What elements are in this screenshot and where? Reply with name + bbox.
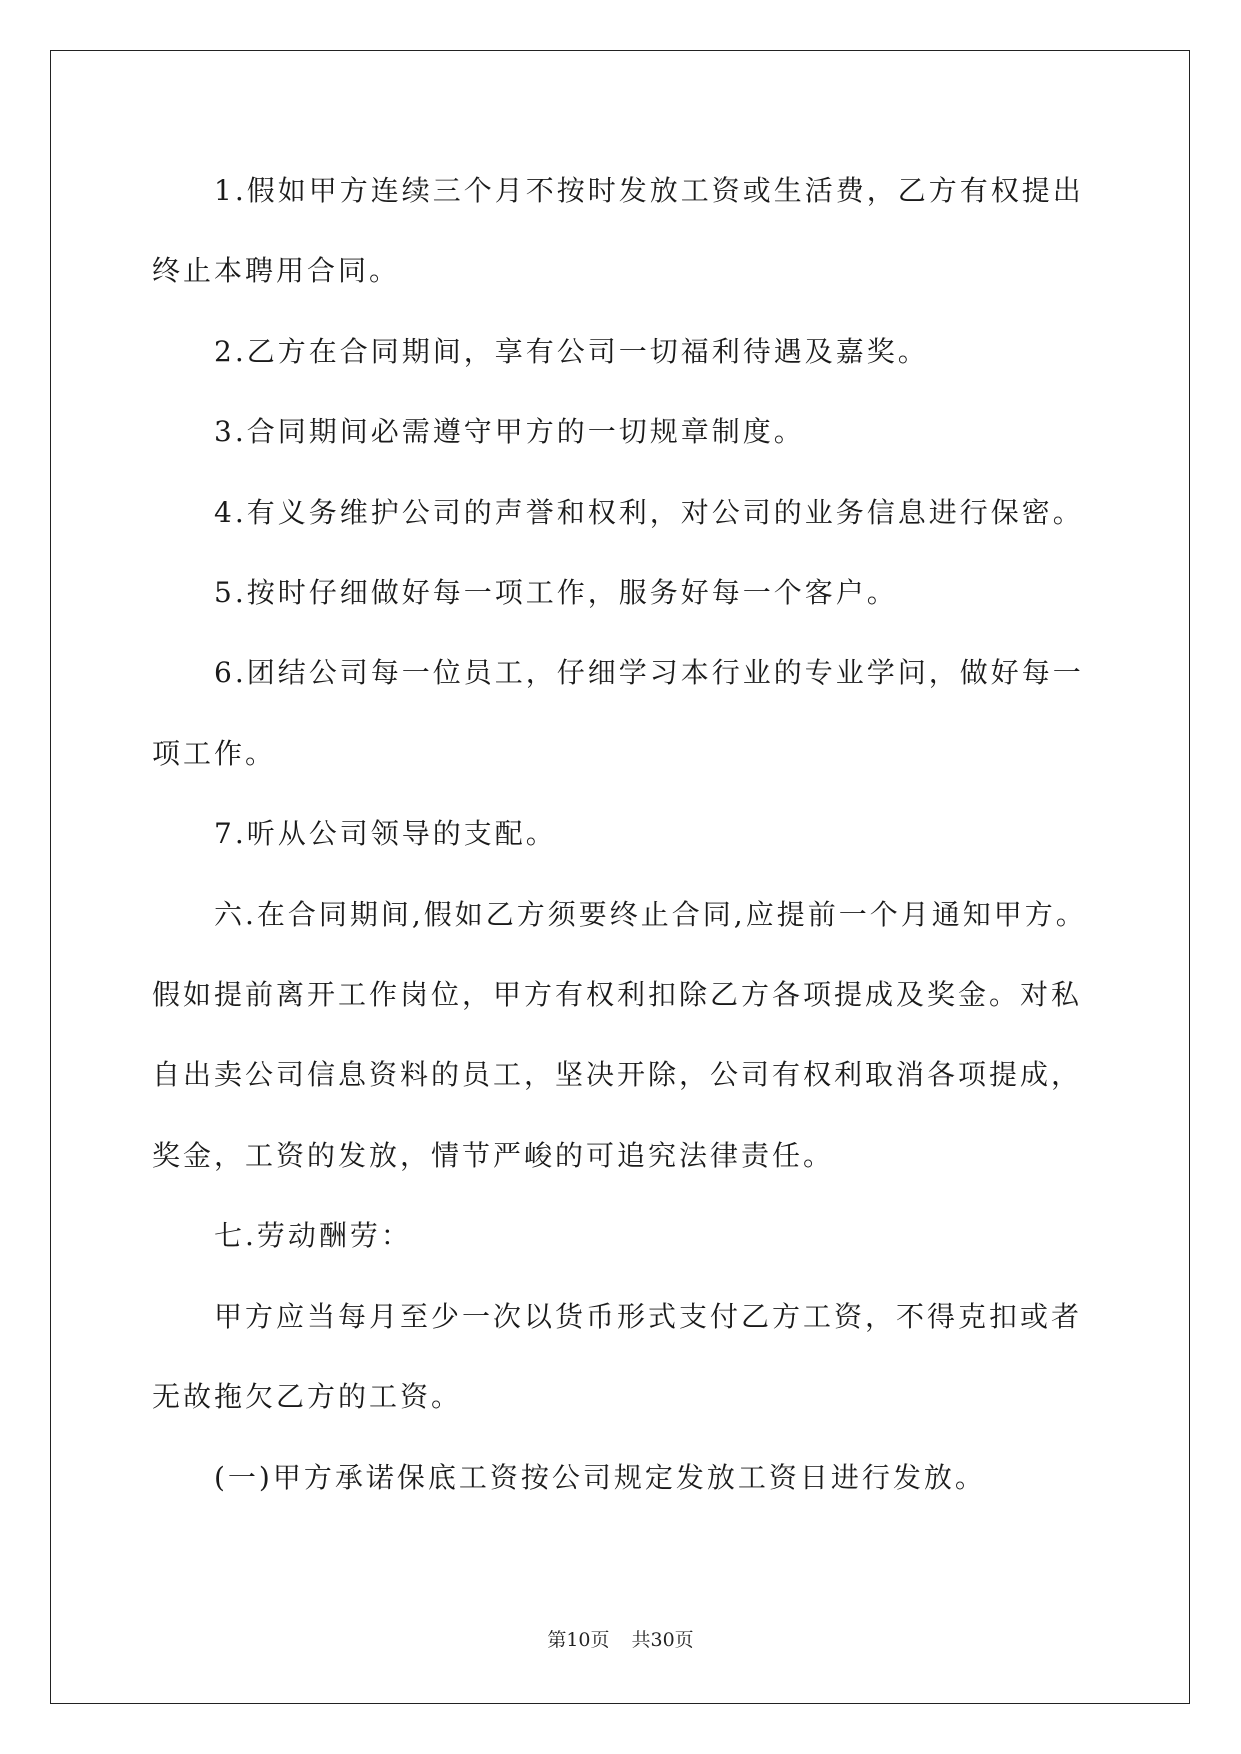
- page-number: 第10页: [547, 1629, 610, 1651]
- paragraph-line: 假如提前离开工作岗位，甲方有权利扣除乙方各项提成及奖金。对私: [152, 978, 1083, 1011]
- paragraph-line: 七.劳动酬劳：: [214, 1219, 412, 1252]
- page-border: [50, 50, 1190, 1704]
- paragraph-line: (一)甲方承诺保底工资按公司规定发放工资日进行发放。: [214, 1461, 986, 1494]
- paragraph-line: 项工作。: [152, 737, 277, 770]
- page-footer: [0, 1627, 1241, 1653]
- paragraph-line: 自出卖公司信息资料的员工，坚决开除，公司有权利取消各项提成，: [152, 1058, 1083, 1091]
- page-total: 共30页: [631, 1629, 694, 1651]
- paragraph-line: 终止本聘用合同。: [152, 254, 401, 287]
- paragraph-line: 7.听从公司领导的支配。: [214, 817, 557, 850]
- paragraph-line: 2.乙方在合同期间，享有公司一切福利待遇及嘉奖。: [214, 335, 929, 368]
- paragraph-line: 六.在合同期间,假如乙方须要终止合同,应提前一个月通知甲方。: [214, 898, 1087, 931]
- paragraph-line: 奖金，工资的发放，情节严峻的可追究法律责任。: [152, 1139, 835, 1172]
- paragraph-line: 1.假如甲方连续三个月不按时发放工资或生活费，乙方有权提出: [214, 174, 1084, 207]
- paragraph-line: 4.有义务维护公司的声誉和权利，对公司的业务信息进行保密。: [214, 496, 1084, 529]
- paragraph-line: 5.按时仔细做好每一项工作，服务好每一个客户。: [214, 576, 898, 609]
- paragraph-line: 3.合同期间必需遵守甲方的一切规章制度。: [214, 415, 805, 448]
- paragraph-line: 6.团结公司每一位员工，仔细学习本行业的专业学问，做好每一: [214, 656, 1084, 689]
- paragraph-line: 甲方应当每月至少一次以货币形式支付乙方工资，不得克扣或者: [214, 1300, 1083, 1333]
- paragraph-line: 无故拖欠乙方的工资。: [152, 1380, 463, 1413]
